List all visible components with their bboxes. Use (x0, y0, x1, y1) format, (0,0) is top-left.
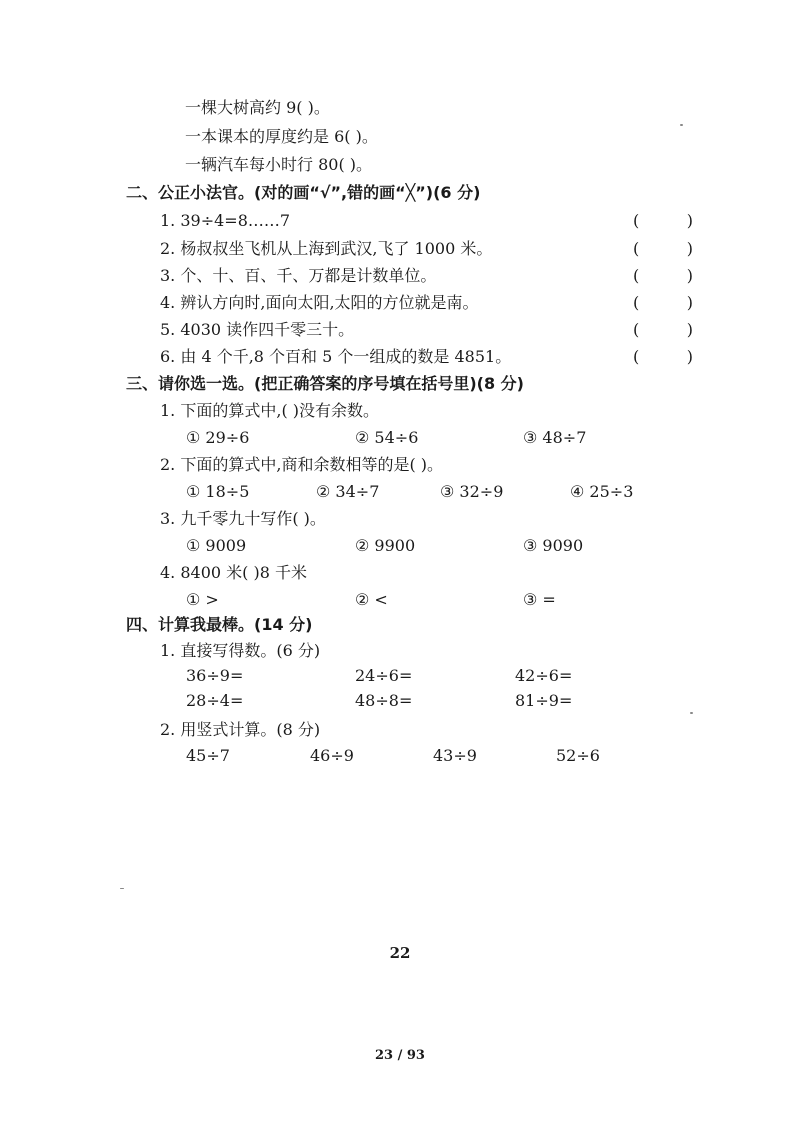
choice-1-option-1[interactable]: ① 29÷6 (186, 428, 250, 447)
judge-item-2: 2. 杨叔叔坐飞机从上海到武汉,飞了 1000 米。 (160, 239, 493, 258)
choice-4-option-1[interactable]: ① > (186, 590, 219, 609)
oral-calc-item[interactable]: 48÷8= (355, 691, 413, 710)
oral-calc-item[interactable]: 81÷9= (515, 691, 573, 710)
scan-speck (120, 888, 124, 889)
section-3-heading: 三、请你选一选。(把正确答案的序号填在括号里)(8 分) (126, 374, 524, 393)
oral-calc-heading: 1. 直接写得数。(6 分) (160, 641, 321, 660)
judge-item-5: 5. 4030 读作四千零三十。 (160, 320, 355, 339)
choice-1-option-3[interactable]: ③ 48÷7 (523, 428, 587, 447)
document-pager: 23 / 93 (375, 1048, 425, 1063)
choice-3-option-1[interactable]: ① 9009 (186, 536, 247, 555)
answer-paren-4[interactable] (633, 292, 693, 314)
choice-question-1: 1. 下面的算式中,( )没有余数。 (160, 401, 380, 420)
vertical-calc-item[interactable]: 45÷7 (186, 746, 230, 765)
oral-calc-item[interactable]: 24÷6= (355, 666, 413, 685)
paren-close: ) (686, 211, 693, 230)
answer-paren-6[interactable] (633, 346, 693, 368)
fill-item-book: 一本课本的厚度约是 6( )。 (185, 127, 378, 146)
choice-3-option-3[interactable]: ③ 9090 (523, 536, 584, 555)
judge-item-3: 3. 个、十、百、千、万都是计数单位。 (160, 266, 437, 285)
paren-open: ( (633, 347, 640, 366)
judge-item-6: 6. 由 4 个千,8 个百和 5 个一组成的数是 4851。 (160, 347, 512, 366)
answer-paren-3[interactable] (633, 265, 693, 287)
choice-1-option-2[interactable]: ② 54÷6 (355, 428, 419, 447)
choice-3-option-2[interactable]: ② 9900 (355, 536, 416, 555)
paren-open: ( (633, 266, 640, 285)
fill-item-tree: 一棵大树高约 9( )。 (185, 98, 330, 117)
choice-2-option-3[interactable]: ③ 32÷9 (440, 482, 504, 501)
scan-speck (690, 712, 693, 714)
vertical-calc-item[interactable]: 52÷6 (556, 746, 600, 765)
paren-close: ) (686, 239, 693, 258)
choice-question-2: 2. 下面的算式中,商和余数相等的是( )。 (160, 455, 444, 474)
oral-calc-item[interactable]: 36÷9= (186, 666, 244, 685)
paren-close: ) (686, 347, 693, 366)
choice-2-option-1[interactable]: ① 18÷5 (186, 482, 250, 501)
choice-4-option-2[interactable]: ② < (355, 590, 388, 609)
answer-paren-1[interactable] (633, 210, 693, 232)
paren-open: ( (633, 239, 640, 258)
paren-close: ) (686, 320, 693, 339)
oral-calc-item[interactable]: 28÷4= (186, 691, 244, 710)
choice-question-4: 4. 8400 米( )8 千米 (160, 563, 307, 582)
choice-question-3: 3. 九千零九十写作( )。 (160, 509, 326, 528)
paren-open: ( (633, 320, 640, 339)
section-4-heading: 四、计算我最棒。(14 分) (126, 615, 313, 634)
judge-item-1: 1. 39÷4=8……7 (160, 211, 291, 230)
section-2-heading: 二、公正小法官。(对的画“√”,错的画“╳”)(6 分) (126, 183, 481, 202)
vertical-calc-item[interactable]: 46÷9 (310, 746, 354, 765)
paren-close: ) (686, 293, 693, 312)
paren-close: ) (686, 266, 693, 285)
paren-open: ( (633, 293, 640, 312)
vertical-calc-item[interactable]: 43÷9 (433, 746, 477, 765)
answer-paren-5[interactable] (633, 319, 693, 341)
vertical-calc-heading: 2. 用竖式计算。(8 分) (160, 720, 321, 739)
scan-speck (680, 124, 683, 126)
choice-4-option-3[interactable]: ③ = (523, 590, 556, 609)
choice-2-option-4[interactable]: ④ 25÷3 (570, 482, 634, 501)
oral-calc-item[interactable]: 42÷6= (515, 666, 573, 685)
answer-paren-2[interactable] (633, 238, 693, 260)
fill-item-car: 一辆汽车每小时行 80( )。 (185, 155, 373, 174)
choice-2-option-2[interactable]: ② 34÷7 (316, 482, 380, 501)
judge-item-4: 4. 辨认方向时,面向太阳,太阳的方位就是南。 (160, 293, 479, 312)
paren-open: ( (633, 211, 640, 230)
page-number: 22 (389, 944, 411, 962)
